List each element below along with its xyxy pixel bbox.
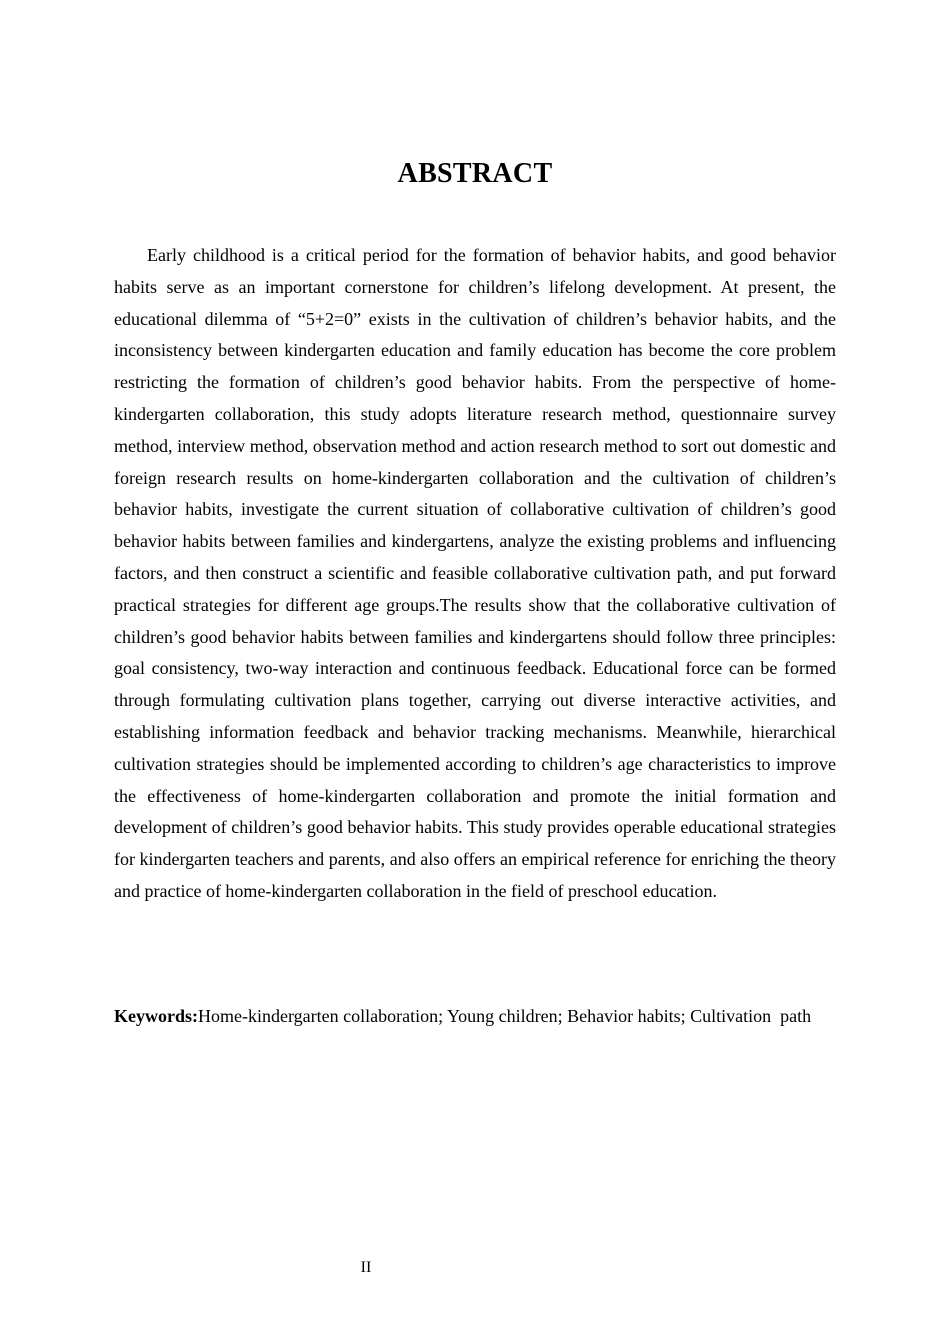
keyword-item: Behavior habits; (567, 1006, 686, 1026)
abstract-body: Early childhood is a critical period for the formation of behavior habits, and good behavior habits serve as an important cornerstone for children’s lifelong development. At present, the educational dilemma of “5+2=0” exists in the cultivation of children’s behavior habits, and the inconsistency between kindergarten education and family education has become the core problem restricting the formation of children’s good behavior habits. From the perspective of home-kindergarten collaboration, this study adopts literature research method, questionnaire survey method, interview method, observation method and action research method to sort out domestic and foreign research results on home-kindergarten collaboration and the cultivation of children’s behavior habits, investigate the current situation of collaborative cultivation of children’s good behavior habits between families and kindergartens, analyze the existing problems and influencing factors, and then construct a scientific and feasible collaborative cultivation path, and put forward practical strategies for different age groups.The results show that the collaborative cultivation of children’s good behavior habits between families and kindergartens should follow three principles: goal consistency, two-way interaction and continuous feedback. Educational force can be formed through formulating cultivation plans together, carrying out diverse interactive activities, and establishing information feedback and behavior tracking mechanisms. Meanwhile, hierarchical cultivation strategies should be implemented according to children’s age characteristics to improve the effectiveness of home-kindergarten collaboration and promote the initial formation and development of children’s good behavior habits. This study provides operable educational strategies for kindergarten teachers and parents, and also offers an empirical reference for enriching the theory and practice of home-kindergarten collaboration in the field of preschool education. (114, 245, 836, 901)
keyword-item: Young children; (446, 1006, 563, 1026)
keyword-item: Cultivation path (690, 1006, 812, 1026)
abstract-title: ABSTRACT (397, 158, 553, 189)
keywords-label: Keywords: (114, 1006, 198, 1026)
page-number: II (360, 1259, 372, 1276)
keyword-item: Home-kindergarten collaboration; (198, 1006, 444, 1026)
keywords-paragraph (114, 1001, 836, 1033)
